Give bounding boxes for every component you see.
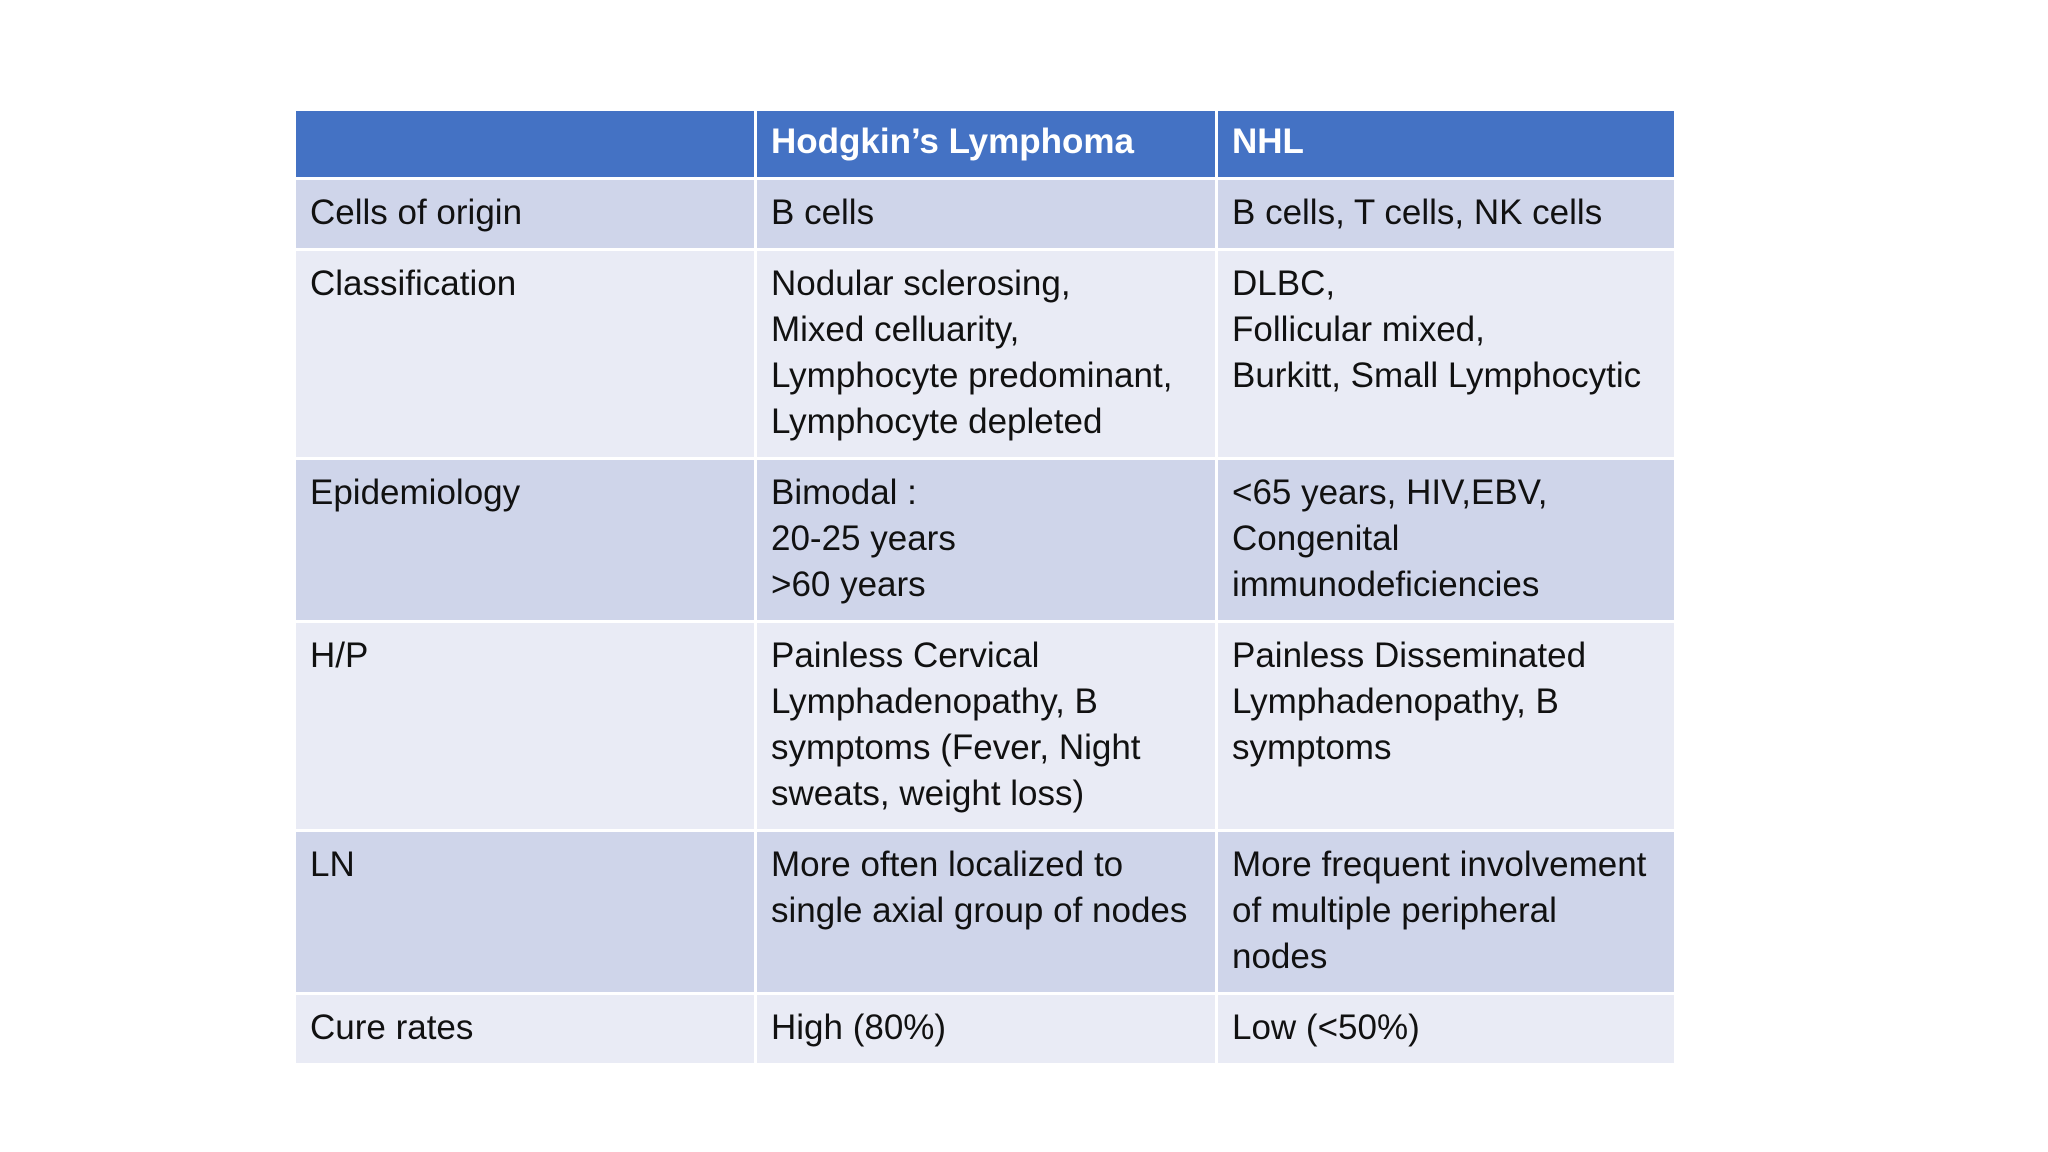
row-label: Cure rates [295,994,756,1065]
nhl-cell: <65 years, HIV,EBV, Congenital immunodeficiencies [1217,459,1676,622]
header-cell-nhl: NHL [1217,110,1676,179]
table-row [295,622,1676,831]
table-row [295,831,1676,994]
header-cell-empty [295,110,756,179]
row-label: Classification [295,250,756,459]
hodgkin-cell: High (80%) [756,994,1217,1065]
row-label: LN [295,831,756,994]
nhl-cell: DLBC, Follicular mixed, Burkitt, Small Lymphocytic [1217,250,1676,459]
row-label: H/P [295,622,756,831]
nhl-cell: Low (<50%) [1217,994,1676,1065]
header-cell-hodgkin: Hodgkin’s Lymphoma [756,110,1217,179]
row-label: Epidemiology [295,459,756,622]
table-row [295,250,1676,459]
table-header-row [295,110,1676,179]
nhl-cell: Painless Disseminated Lymphadenopathy, B symptoms [1217,622,1676,831]
hodgkin-cell: Bimodal : 20-25 years >60 years [756,459,1217,622]
hodgkin-cell: More often localized to single axial group of nodes [756,831,1217,994]
hodgkin-cell: Painless Cervical Lymphadenopathy, B symptoms (Fever, Night sweats, weight loss) [756,622,1217,831]
nhl-cell: More frequent involvement of multiple peripheral nodes [1217,831,1676,994]
hodgkin-cell: Nodular sclerosing, Mixed celluarity, Lymphocyte predominant, Lymphocyte depleted [756,250,1217,459]
hodgkin-cell: B cells [756,179,1217,250]
table-row [295,179,1676,250]
table-row [295,994,1676,1065]
row-label: Cells of origin [295,179,756,250]
comparison-table [293,108,1677,1066]
table-row [295,459,1676,622]
nhl-cell: B cells, T cells, NK cells [1217,179,1676,250]
